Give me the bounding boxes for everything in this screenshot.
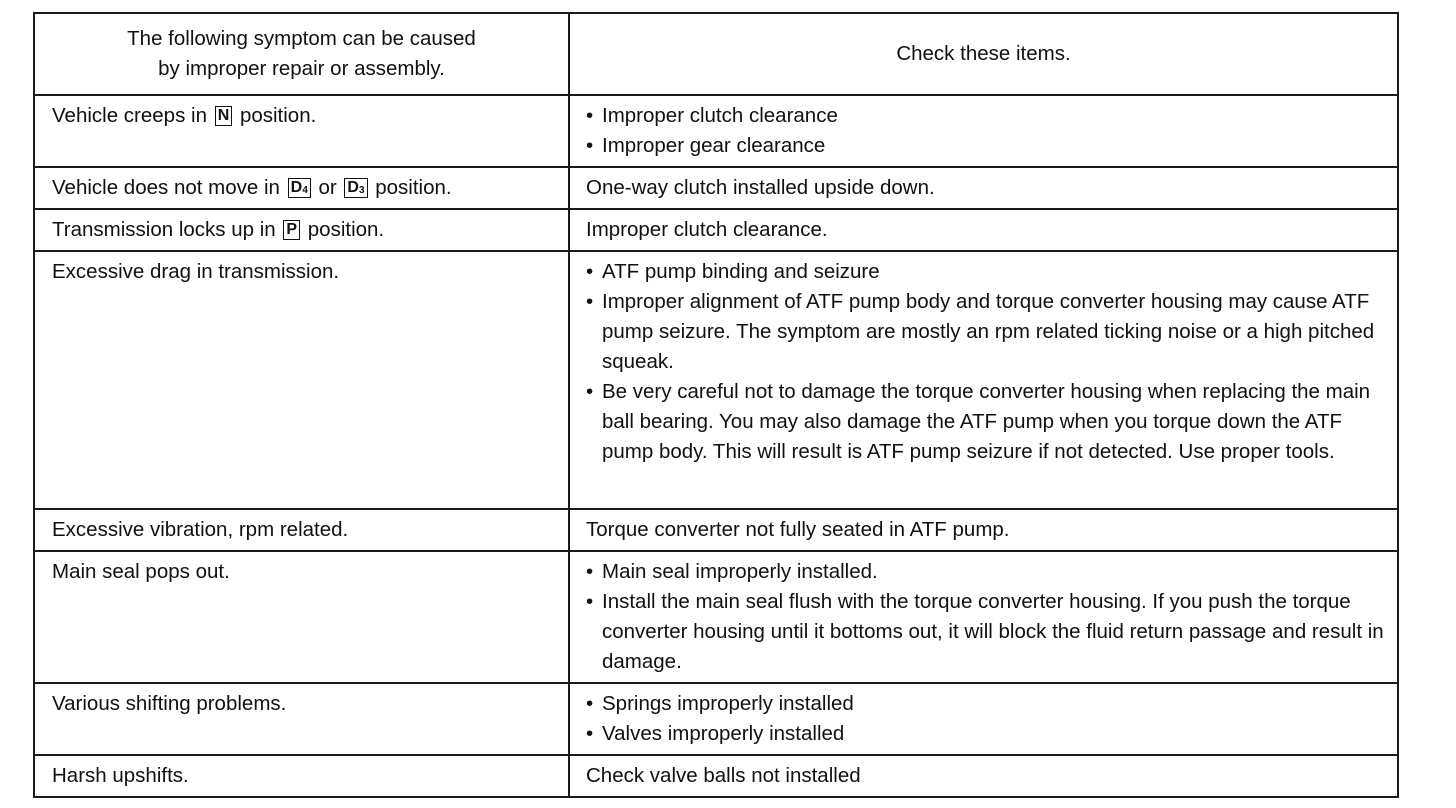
- check-cell: [569, 95, 1398, 167]
- check-cell: [569, 683, 1398, 755]
- list-item: • Valves improperly installed: [586, 719, 1387, 749]
- symptom-cell: Vehicle does not move in $D_4$ or $D_3$ position.: [34, 167, 569, 209]
- check-cell: Torque converter not fully seated in ATF pump.: [569, 509, 1398, 551]
- table-row: [34, 551, 1398, 683]
- list-item: • ATF pump binding and seizure: [586, 257, 1387, 287]
- list-item: • Main seal improperly installed.: [586, 557, 1387, 587]
- position-p-box: P: [283, 220, 300, 240]
- check-cell: Check valve balls not installed: [569, 755, 1398, 797]
- position-n-box: N: [215, 106, 233, 126]
- table-row: [34, 683, 1398, 755]
- position-d3-box: $D_3$: [344, 178, 367, 198]
- symptom-cell: Main seal pops out.: [34, 551, 569, 683]
- check-cell: [569, 251, 1398, 509]
- check-cell: One-way clutch installed upside down.: [569, 167, 1398, 209]
- symptom-cell: Transmission locks up in P position.: [34, 209, 569, 251]
- table-row: [34, 251, 1398, 509]
- list-item: • Improper clutch clearance: [586, 101, 1387, 131]
- symptom-header-line2: by improper repair or assembly.: [158, 57, 445, 80]
- symptom-cell: Excessive vibration, rpm related.: [34, 509, 569, 551]
- list-item: • Springs improperly installed: [586, 689, 1387, 719]
- table-row: [34, 209, 1398, 251]
- symptom-header-line1: The following symptom can be caused: [127, 27, 476, 50]
- check-cell: Improper clutch clearance.: [569, 209, 1398, 251]
- table-row: [34, 167, 1398, 209]
- position-d4-box: $D_4$: [288, 178, 311, 198]
- table-row: [34, 95, 1398, 167]
- symptom-table: [33, 12, 1399, 798]
- symptom-cell: Various shifting problems.: [34, 683, 569, 755]
- table-row: [34, 509, 1398, 551]
- table-header-row: [34, 13, 1398, 95]
- list-item: • Improper gear clearance: [586, 131, 1387, 161]
- list-item: • Improper alignment of ATF pump body and torque converter housing may cause ATF pump seizure. The symptom are mostly an rpm related ticking noise or a high pitched squeak.: [586, 287, 1387, 377]
- symptom-cell: Harsh upshifts.: [34, 755, 569, 797]
- symptom-cell: Vehicle creeps in N position.: [34, 95, 569, 167]
- list-item: • Install the main seal flush with the torque converter housing. If you push the torque converter housing until it bottoms out, it will block the fluid return passage and result in damage.: [586, 587, 1387, 677]
- check-column-header: Check these items.: [569, 13, 1398, 95]
- check-cell: [569, 551, 1398, 683]
- table-row: [34, 755, 1398, 797]
- list-item: • Be very careful not to damage the torque converter housing when replacing the main ball bearing. You may also damage the ATF pump when you torque down the ATF pump body. This will result is ATF pump seizure if not detected. Use proper tools.: [586, 377, 1387, 467]
- symptom-column-header: [34, 13, 569, 95]
- symptom-cell: Excessive drag in transmission.: [34, 251, 569, 509]
